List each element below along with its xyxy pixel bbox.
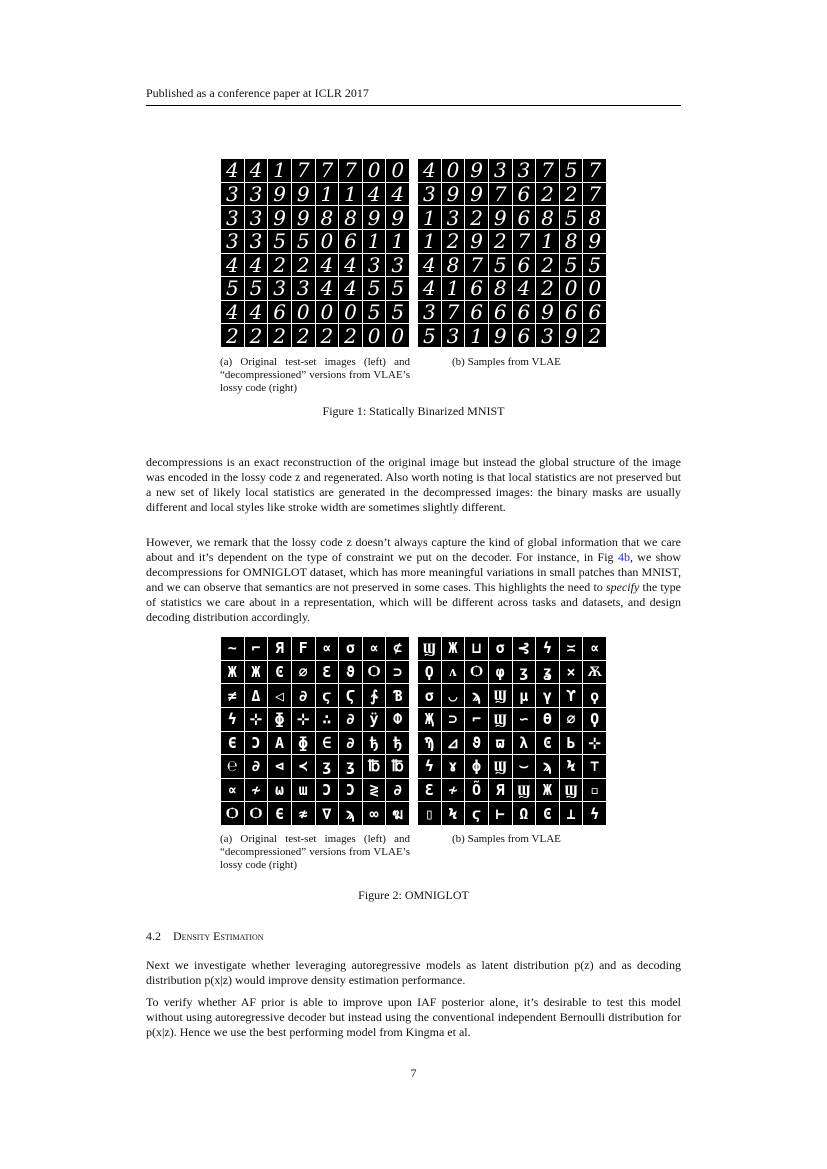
omniglot-sample-cell: ϖ [489, 732, 512, 755]
paragraph-3 [146, 958, 681, 988]
figure2-caption-b: (b) Samples from VLAE [452, 833, 561, 845]
omniglot-sample-cell: ⊰ [513, 637, 536, 660]
mnist-original-cell: 5 [386, 277, 409, 300]
mnist-sample-cell: 3 [442, 206, 465, 229]
omniglot-original-cell: Ɔ [245, 732, 268, 755]
omniglot-sample-cell: ɤ [442, 755, 465, 778]
mnist-original-cell: 3 [386, 254, 409, 277]
figure2-caption-a: (a) Original test-set images (left) and “decompressioned” versions from VLAE’s lossy code (right) [220, 833, 410, 871]
omniglot-sample-cell: Ϟ [442, 802, 465, 825]
omniglot-original-cell: ≺ [292, 755, 315, 778]
mnist-sample-cell: 2 [560, 183, 583, 206]
omniglot-sample-cell: Ϣ [560, 779, 583, 802]
omniglot-original-cell: Ͼ [268, 661, 291, 684]
mnist-sample-cell: 7 [536, 159, 559, 182]
omniglot-sample-cell: Ϡ [418, 732, 441, 755]
mnist-original-cell: 7 [316, 159, 339, 182]
mnist-original-cell: 9 [292, 206, 315, 229]
omniglot-sample-cell: Ԑ [418, 779, 441, 802]
figure2-title: Figure 2: OMNIGLOT [358, 888, 469, 902]
omniglot-original-cell: ɸ [292, 732, 315, 755]
mnist-original-cell: 5 [268, 230, 291, 253]
mnist-sample-cell: 3 [418, 183, 441, 206]
mnist-sample-cell: 4 [418, 254, 441, 277]
omniglot-original-cell: ≷ [363, 779, 386, 802]
omniglot-sample-cell: ∝ [583, 637, 606, 660]
mnist-sample-cell: 6 [465, 301, 488, 324]
omniglot-sample-cell: ϙ [583, 684, 606, 707]
mnist-sample-cell: 7 [583, 159, 606, 182]
mnist-sample-cell: 7 [513, 230, 536, 253]
omniglot-sample-cell: Ϟ [560, 755, 583, 778]
omniglot-original-cell: ℮ [221, 755, 244, 778]
mnist-sample-cell: 2 [442, 230, 465, 253]
omniglot-sample-cell: ∅ [560, 708, 583, 731]
omniglot-original-cell: ∞ [363, 802, 386, 825]
omniglot-sample-cell: μ [513, 684, 536, 707]
omniglot-sample-cell: ⊢ [489, 802, 512, 825]
omniglot-sample-cell: ∽ [513, 708, 536, 731]
figure-ref-link[interactable]: 4b [617, 550, 630, 564]
omniglot-sample-cell: Õ [465, 779, 488, 802]
mnist-sample-cell: 1 [465, 324, 488, 347]
omniglot-original-cell: ∱ [363, 684, 386, 707]
omniglot-sample-cell: Ѫ [583, 661, 606, 684]
mnist-original-cell: 2 [221, 324, 244, 347]
omniglot-original-cell: ÿ [363, 708, 386, 731]
omniglot-original-cell: ω [268, 779, 291, 802]
mnist-sample-cell: 1 [442, 277, 465, 300]
mnist-sample-cell: 2 [536, 254, 559, 277]
omniglot-original-cell: ϑ [339, 661, 362, 684]
omniglot-sample-cell: ϛ [465, 802, 488, 825]
mnist-original-cell: 0 [386, 159, 409, 182]
omniglot-original-cell: Ɛ [316, 661, 339, 684]
mnist-sample-cell: 6 [560, 301, 583, 324]
omniglot-sample-cell: ϟ [418, 755, 441, 778]
paragraph-2-emphasis: specify [605, 580, 640, 594]
omniglot-original-cell: А [268, 732, 291, 755]
omniglot-sample-cell: ϟ [583, 802, 606, 825]
mnist-original-cell: 2 [316, 324, 339, 347]
omniglot-original-cell: ⊃ [386, 661, 409, 684]
mnist-sample-cell: 9 [465, 183, 488, 206]
mnist-sample-cell: 6 [513, 206, 536, 229]
mnist-sample-cell: 5 [583, 254, 606, 277]
mnist-sample-cell: 3 [513, 159, 536, 182]
section-number: 4.2 [146, 929, 161, 943]
omniglot-original-cell: F [292, 637, 315, 660]
mnist-sample-cell: 6 [513, 183, 536, 206]
omniglot-original-cell: Ϛ [339, 684, 362, 707]
omniglot-sample-cell: ≁ [442, 779, 465, 802]
mnist-sample-cell: 7 [465, 254, 488, 277]
omniglot-sample-cell: ʒ [513, 661, 536, 684]
mnist-sample-cell: 1 [536, 230, 559, 253]
mnist-original-cell: 3 [245, 230, 268, 253]
mnist-original-cell: 2 [268, 254, 291, 277]
mnist-original-cell: 4 [245, 254, 268, 277]
omniglot-original-cell: ≠ [221, 684, 244, 707]
omniglot-sample-cell: Ж [536, 779, 559, 802]
omniglot-sample-cell: ϡ [465, 684, 488, 707]
omniglot-original-cell: Ж [245, 661, 268, 684]
omniglot-original-cell: ⊄ [386, 637, 409, 660]
omniglot-original-cell: ʒ [316, 755, 339, 778]
omniglot-sample-cell: φ [489, 661, 512, 684]
mnist-sample-cell: 9 [560, 324, 583, 347]
figure1-title: Figure 1: Statically Binarized MNIST [322, 404, 505, 418]
mnist-sample-cell: 8 [583, 206, 606, 229]
mnist-original-cell: 4 [339, 277, 362, 300]
omniglot-original-cell: Ф [386, 708, 409, 731]
omniglot-original-cell: ∂ [339, 708, 362, 731]
mnist-original-cell: 5 [221, 277, 244, 300]
mnist-original-cell: 4 [339, 254, 362, 277]
omniglot-original-cell: ∝ [221, 779, 244, 802]
omniglot-original-cell: ⊹ [292, 708, 315, 731]
mnist-sample-cell: 7 [442, 301, 465, 324]
omniglot-original-cell: ђ [386, 732, 409, 755]
omniglot-sample-cell: ϟ [536, 637, 559, 660]
figure1-samples-grid [417, 158, 607, 348]
mnist-original-cell: 4 [363, 183, 386, 206]
mnist-original-cell: 9 [363, 206, 386, 229]
omniglot-sample-cell: ⊥ [560, 802, 583, 825]
omniglot-sample-cell: ⊃ [442, 708, 465, 731]
mnist-sample-cell: 6 [465, 277, 488, 300]
mnist-original-cell: 6 [268, 301, 291, 324]
omniglot-original-cell: Ɔ [316, 779, 339, 802]
omniglot-sample-cell: Я [489, 779, 512, 802]
omniglot-original-cell: ɸ [268, 708, 291, 731]
omniglot-original-cell: ∂ [339, 732, 362, 755]
mnist-original-cell: 7 [339, 159, 362, 182]
mnist-sample-cell: 8 [536, 206, 559, 229]
mnist-original-cell: 0 [292, 301, 315, 324]
omniglot-sample-cell: ▫ [583, 779, 606, 802]
mnist-sample-cell: 9 [489, 206, 512, 229]
mnist-sample-cell: 5 [489, 254, 512, 277]
mnist-original-cell: 2 [292, 254, 315, 277]
mnist-sample-cell: 2 [465, 206, 488, 229]
omniglot-original-cell: ∂ [245, 755, 268, 778]
mnist-original-cell: 5 [292, 230, 315, 253]
mnist-original-cell: 3 [221, 183, 244, 206]
omniglot-original-cell: ⊲ [268, 755, 291, 778]
omniglot-sample-cell: ϡ [536, 755, 559, 778]
mnist-sample-cell: 3 [418, 301, 441, 324]
paragraph-1 [146, 455, 681, 515]
omniglot-original-cell: Є [221, 732, 244, 755]
mnist-original-cell: 0 [316, 301, 339, 324]
mnist-original-cell: 8 [316, 206, 339, 229]
mnist-sample-cell: 1 [418, 230, 441, 253]
omniglot-original-cell: Ѻ [245, 802, 268, 825]
omniglot-sample-cell: ⌐ [465, 708, 488, 731]
mnist-original-cell: 1 [339, 183, 362, 206]
omniglot-sample-cell: ϑ [465, 732, 488, 755]
mnist-original-cell: 1 [363, 230, 386, 253]
omniglot-original-cell: ℔ [386, 755, 409, 778]
mnist-original-cell: 3 [221, 230, 244, 253]
mnist-original-cell: 6 [339, 230, 362, 253]
paragraph-2 [146, 535, 681, 625]
omniglot-sample-cell: Ϣ [489, 708, 512, 731]
mnist-original-cell: 5 [363, 301, 386, 324]
mnist-sample-cell: 6 [513, 254, 536, 277]
omniglot-sample-cell: ϒ [560, 684, 583, 707]
mnist-sample-cell: 0 [442, 159, 465, 182]
omniglot-original-cell: ∝ [316, 637, 339, 660]
omniglot-original-cell: ϟ [221, 708, 244, 731]
mnist-sample-cell: 0 [560, 277, 583, 300]
omniglot-sample-cell: γ [536, 684, 559, 707]
omniglot-original-cell: ≁ [245, 779, 268, 802]
omniglot-original-cell: ∝ [363, 637, 386, 660]
mnist-sample-cell: 2 [583, 324, 606, 347]
mnist-original-cell: 3 [245, 183, 268, 206]
mnist-original-cell: 9 [268, 206, 291, 229]
omniglot-original-cell: Я [268, 637, 291, 660]
figure2-samples-grid [417, 636, 607, 826]
omniglot-sample-cell: Ϙ [418, 661, 441, 684]
paragraph-4 [146, 995, 681, 1040]
mnist-original-cell: 5 [245, 277, 268, 300]
mnist-sample-cell: 5 [418, 324, 441, 347]
mnist-sample-cell: 2 [536, 183, 559, 206]
section-heading [146, 929, 264, 944]
omniglot-original-cell: Ѻ [363, 661, 386, 684]
mnist-sample-cell: 6 [583, 301, 606, 324]
omniglot-original-cell: ∴ [316, 708, 339, 731]
mnist-original-cell: 8 [339, 206, 362, 229]
omniglot-original-cell: σ [339, 637, 362, 660]
omniglot-sample-cell: ⌣ [513, 755, 536, 778]
page-number: 7 [410, 1066, 417, 1080]
mnist-original-cell: 0 [363, 159, 386, 182]
omniglot-sample-cell: ◡ [442, 684, 465, 707]
omniglot-sample-cell: σ [489, 637, 512, 660]
mnist-original-cell: 4 [386, 183, 409, 206]
omniglot-original-cell: ⌐ [245, 637, 268, 660]
mnist-sample-cell: 1 [418, 206, 441, 229]
mnist-original-cell: 2 [245, 324, 268, 347]
mnist-original-cell: 9 [292, 183, 315, 206]
mnist-original-cell: 0 [339, 301, 362, 324]
omniglot-original-cell: ~ [221, 637, 244, 660]
mnist-original-cell: 4 [316, 254, 339, 277]
mnist-original-cell: 2 [268, 324, 291, 347]
mnist-sample-cell: 9 [465, 159, 488, 182]
figure1-caption-a: (a) Original test-set images (left) and “decompressioned” versions from VLAE’s lossy code (right) [220, 356, 410, 394]
omniglot-original-cell: ≉ [292, 802, 315, 825]
mnist-sample-cell: 6 [489, 301, 512, 324]
mnist-original-cell: 4 [316, 277, 339, 300]
omniglot-sample-cell: Ϣ [489, 755, 512, 778]
paragraph-2-end: the type of statistics we care about in a representation, which will be different across tasks and datasets, and design decoding distribution accordingly. [146, 580, 681, 624]
omniglot-original-cell: Ж [221, 661, 244, 684]
omniglot-original-cell: ∅ [292, 661, 315, 684]
paragraph-4-text: To verify whether AF prior is able to improve upon IAF posterior alone, it’s desirable to test this model without using autoregressive decoder but instead using the conventional independent Bernoulli distribution for p(x|z). Hence we use the best performing model from Kingma et al. [146, 995, 681, 1039]
mnist-original-cell: 4 [221, 301, 244, 324]
mnist-original-cell: 1 [316, 183, 339, 206]
paragraph-2-start: However, we remark that the lossy code z doesn’t always capture the kind of global information that we care about and it’s dependent on the type of constraint we put on the decoder. For instance, in Fig [146, 535, 681, 564]
omniglot-original-cell: ʒ [339, 755, 362, 778]
omniglot-sample-cell: Ж [442, 637, 465, 660]
omniglot-original-cell: ∂ [292, 684, 315, 707]
section-title: Density Estimation [173, 929, 264, 943]
running-header: Published as a conference paper at ICLR 2017 [146, 86, 681, 106]
mnist-original-cell: 2 [292, 324, 315, 347]
mnist-sample-cell: 8 [489, 277, 512, 300]
mnist-original-cell: 1 [386, 230, 409, 253]
omniglot-sample-cell: Ͼ [536, 802, 559, 825]
mnist-original-cell: 3 [363, 254, 386, 277]
omniglot-original-cell: ℔ [363, 755, 386, 778]
omniglot-sample-cell: ⊹ [583, 732, 606, 755]
mnist-original-cell: 5 [386, 301, 409, 324]
mnist-sample-cell: 4 [418, 277, 441, 300]
mnist-sample-cell: 5 [560, 254, 583, 277]
mnist-sample-cell: 0 [583, 277, 606, 300]
mnist-sample-cell: 8 [442, 254, 465, 277]
paragraph-2-middle: , we show decompressions for OMNIGLOT dataset, which has more meaningful variations in small patches than MNIST, and we can observe that semantics are not preserved in some cases. This highlights the need to [146, 550, 682, 594]
omniglot-sample-cell: λ [513, 732, 536, 755]
figure1-caption-b: (b) Samples from VLAE [452, 356, 561, 368]
omniglot-original-cell: ◁ [268, 684, 291, 707]
omniglot-original-cell: ∇ [316, 802, 339, 825]
mnist-original-cell: 7 [292, 159, 315, 182]
mnist-sample-cell: 3 [536, 324, 559, 347]
omniglot-original-cell: ɯ [292, 779, 315, 802]
omniglot-sample-cell: ᴧ [442, 661, 465, 684]
omniglot-sample-cell: ⊔ [465, 637, 488, 660]
omniglot-original-cell: Ɓ [386, 684, 409, 707]
mnist-original-cell: 9 [268, 183, 291, 206]
mnist-original-cell: 4 [221, 159, 244, 182]
omniglot-sample-cell: ▯ [418, 802, 441, 825]
omniglot-sample-cell: ʓ [536, 661, 559, 684]
mnist-sample-cell: 6 [513, 324, 536, 347]
mnist-original-cell: 0 [316, 230, 339, 253]
omniglot-sample-cell: ⊿ [442, 732, 465, 755]
mnist-sample-cell: 7 [583, 183, 606, 206]
mnist-sample-cell: 6 [513, 301, 536, 324]
omniglot-original-cell: Є [268, 802, 291, 825]
mnist-original-cell: 3 [245, 206, 268, 229]
omniglot-sample-cell: Ь [560, 732, 583, 755]
mnist-sample-cell: 3 [489, 159, 512, 182]
mnist-sample-cell: 9 [536, 301, 559, 324]
omniglot-sample-cell: σ [418, 684, 441, 707]
omniglot-original-cell: ฆ [386, 802, 409, 825]
omniglot-sample-cell: Җ [418, 708, 441, 731]
omniglot-original-cell: Ɔ [339, 779, 362, 802]
omniglot-sample-cell: Ϣ [489, 684, 512, 707]
mnist-original-cell: 0 [386, 324, 409, 347]
omniglot-sample-cell: ⨯ [560, 661, 583, 684]
omniglot-sample-cell: ϕ [465, 755, 488, 778]
mnist-sample-cell: 5 [560, 206, 583, 229]
mnist-original-cell: 4 [245, 301, 268, 324]
mnist-sample-cell: 9 [489, 324, 512, 347]
omniglot-original-cell: ђ [363, 732, 386, 755]
figure2-original-reconstruction-grid [220, 636, 410, 826]
mnist-original-cell: 2 [339, 324, 362, 347]
omniglot-sample-cell: Ω [513, 802, 536, 825]
omniglot-sample-cell: ⊤ [583, 755, 606, 778]
omniglot-original-cell: ⊹ [245, 708, 268, 731]
omniglot-sample-cell: Ͼ [536, 732, 559, 755]
mnist-original-cell: 3 [221, 206, 244, 229]
mnist-original-cell: 0 [363, 324, 386, 347]
mnist-original-cell: 4 [221, 254, 244, 277]
mnist-sample-cell: 5 [560, 159, 583, 182]
mnist-original-cell: 1 [268, 159, 291, 182]
omniglot-sample-cell: Ѻ [465, 661, 488, 684]
mnist-original-cell: 5 [363, 277, 386, 300]
omniglot-original-cell: ϡ [339, 802, 362, 825]
mnist-sample-cell: 7 [489, 183, 512, 206]
omniglot-original-cell: ∂ [386, 779, 409, 802]
omniglot-sample-cell: ≍ [560, 637, 583, 660]
paragraph-3-text: Next we investigate whether leveraging autoregressive models as latent distribution p(z) and as decoding distribution p(x|z) would improve density estimation performance. [146, 958, 681, 987]
mnist-original-cell: 9 [386, 206, 409, 229]
omniglot-original-cell: ∈ [316, 732, 339, 755]
omniglot-original-cell: Δ [245, 684, 268, 707]
mnist-sample-cell: 2 [536, 277, 559, 300]
omniglot-sample-cell: Ϣ [418, 637, 441, 660]
mnist-sample-cell: 4 [513, 277, 536, 300]
mnist-sample-cell: 9 [583, 230, 606, 253]
mnist-sample-cell: 8 [560, 230, 583, 253]
omniglot-original-cell: Ѻ [221, 802, 244, 825]
mnist-sample-cell: 9 [465, 230, 488, 253]
omniglot-original-cell: ϛ [316, 684, 339, 707]
mnist-original-cell: 4 [245, 159, 268, 182]
mnist-sample-cell: 4 [418, 159, 441, 182]
mnist-original-cell: 3 [268, 277, 291, 300]
mnist-original-cell: 3 [292, 277, 315, 300]
omniglot-sample-cell: Ϙ [583, 708, 606, 731]
mnist-sample-cell: 9 [442, 183, 465, 206]
mnist-sample-cell: 2 [489, 230, 512, 253]
omniglot-sample-cell: ϴ [536, 708, 559, 731]
paragraph-1-text: decompressions is an exact reconstruction of the original image but instead the global structure of the image was encoded in the lossy code z and regenerated. Also worth noting is that local statistics are not preserved but a new set of likely local statistics are generated in the decompressed images: the binary masks are usually different and local styles like stroke width are sometimes slightly different. [146, 455, 681, 514]
omniglot-sample-cell: Ϣ [513, 779, 536, 802]
mnist-sample-cell: 3 [442, 324, 465, 347]
figure1-original-reconstruction-grid [220, 158, 410, 348]
